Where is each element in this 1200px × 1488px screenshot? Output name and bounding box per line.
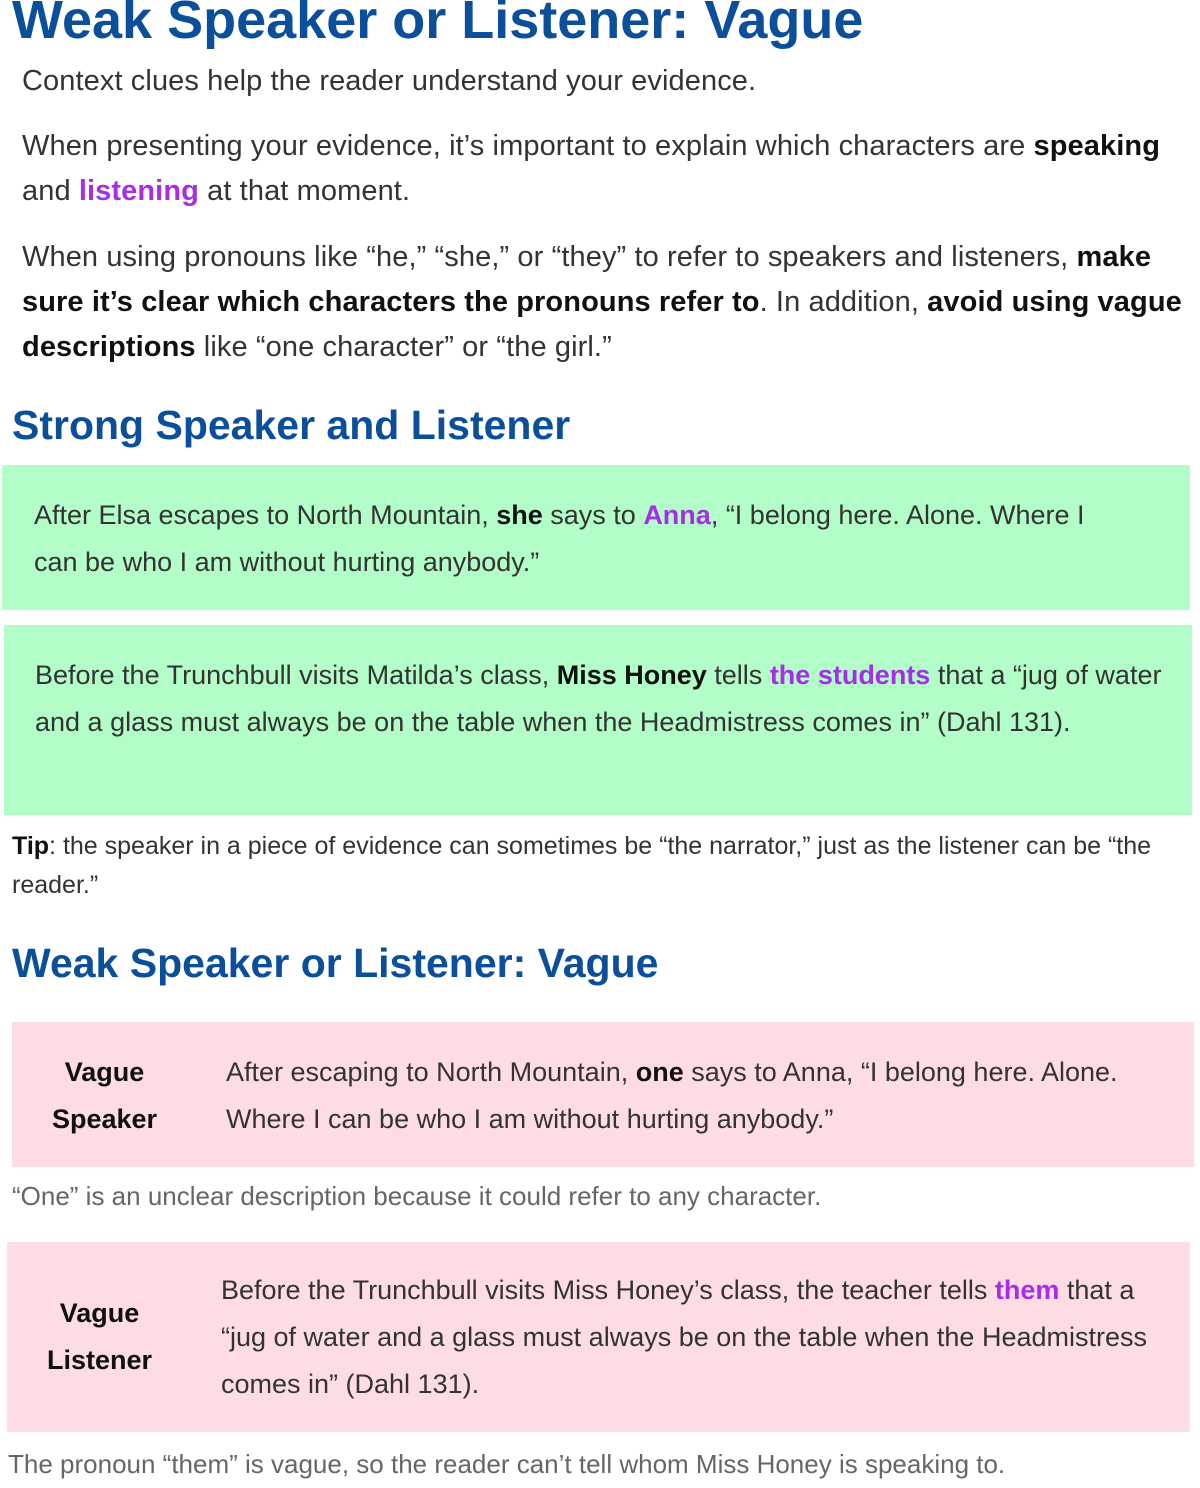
page-title: Weak Speaker or Listener: Vague: [12, 0, 864, 50]
strong-example-2: [4, 625, 1192, 815]
text: tells: [706, 660, 770, 690]
label-line: Vague: [64, 1057, 145, 1087]
label-line: Vague: [59, 1298, 140, 1328]
bold-speaking: speaking: [1033, 130, 1161, 162]
weak-heading: Weak Speaker or Listener: Vague: [12, 940, 659, 986]
label-line: Listener: [46, 1345, 153, 1375]
vague-listener-example: [7, 1242, 1190, 1432]
strong-heading: Strong Speaker and Listener: [12, 402, 571, 448]
tip-text: : the speaker in a piece of evidence can sometimes be “the narrator,” just as the listener can be “the reader.”: [12, 832, 1152, 899]
text: at that moment.: [198, 175, 411, 207]
text: Before the Trunchbull visits Matilda’s class,: [35, 660, 557, 690]
text: says to: [542, 500, 644, 530]
text: . In addition,: [759, 286, 928, 318]
strong-example-1: [2, 465, 1190, 610]
speaker: she: [496, 500, 543, 530]
highlight-listening: listening: [78, 175, 199, 207]
text: Before the Trunchbull visits Miss Honey’s class, the teacher tells: [221, 1275, 995, 1305]
vague-speaker-example: [12, 1022, 1194, 1167]
text: that a “jug of water and a glass must always be on the table when the Headmistress comes in” (Dahl 131).: [221, 1275, 1147, 1399]
tip: [12, 827, 1182, 905]
intro-paragraph-3: [22, 235, 1182, 370]
vague-speaker: one: [635, 1057, 684, 1087]
vague-listener-note: The pronoun “them” is vague, so the reader can’t tell whom Miss Honey is speaking to.: [8, 1449, 1006, 1479]
tip-label: Tip: [12, 832, 50, 860]
listener: Anna: [643, 500, 711, 530]
bold-text: avoid using vague descriptions: [22, 286, 1182, 363]
bold-text: make sure it’s clear which characters the pronouns refer to: [22, 241, 1152, 318]
speaker: Miss Honey: [556, 660, 707, 690]
label-line: Speaker: [51, 1104, 158, 1134]
vague-listener: them: [994, 1275, 1060, 1305]
text: and: [22, 175, 79, 207]
text: After escaping to North Mountain,: [226, 1057, 636, 1087]
text: When presenting your evidence, it’s important to explain which characters are: [22, 130, 1034, 162]
text: After Elsa escapes to North Mountain,: [34, 500, 497, 530]
text: that a “jug of water and a glass must always be on the table when the Headmistress comes in” (Dahl 131).: [35, 660, 1162, 737]
text: like “one character” or “the girl.”: [195, 331, 612, 363]
intro-paragraph-2: [22, 124, 1182, 214]
intro-paragraph-1: Context clues help the reader understand your evidence.: [22, 65, 757, 97]
listener: the students: [769, 660, 931, 690]
vague-speaker-note: “One” is an unclear description because it could refer to any character.: [12, 1181, 822, 1211]
text: says to Anna, “I belong here. Alone. Where I can be who I am without hurting anybody.”: [226, 1057, 1118, 1134]
text: When using pronouns like “he,” “she,” or “they” to refer to speakers and listeners,: [22, 241, 1077, 273]
text: , “I belong here. Alone. Where I can be who I am without hurting anybody.”: [34, 500, 1085, 577]
